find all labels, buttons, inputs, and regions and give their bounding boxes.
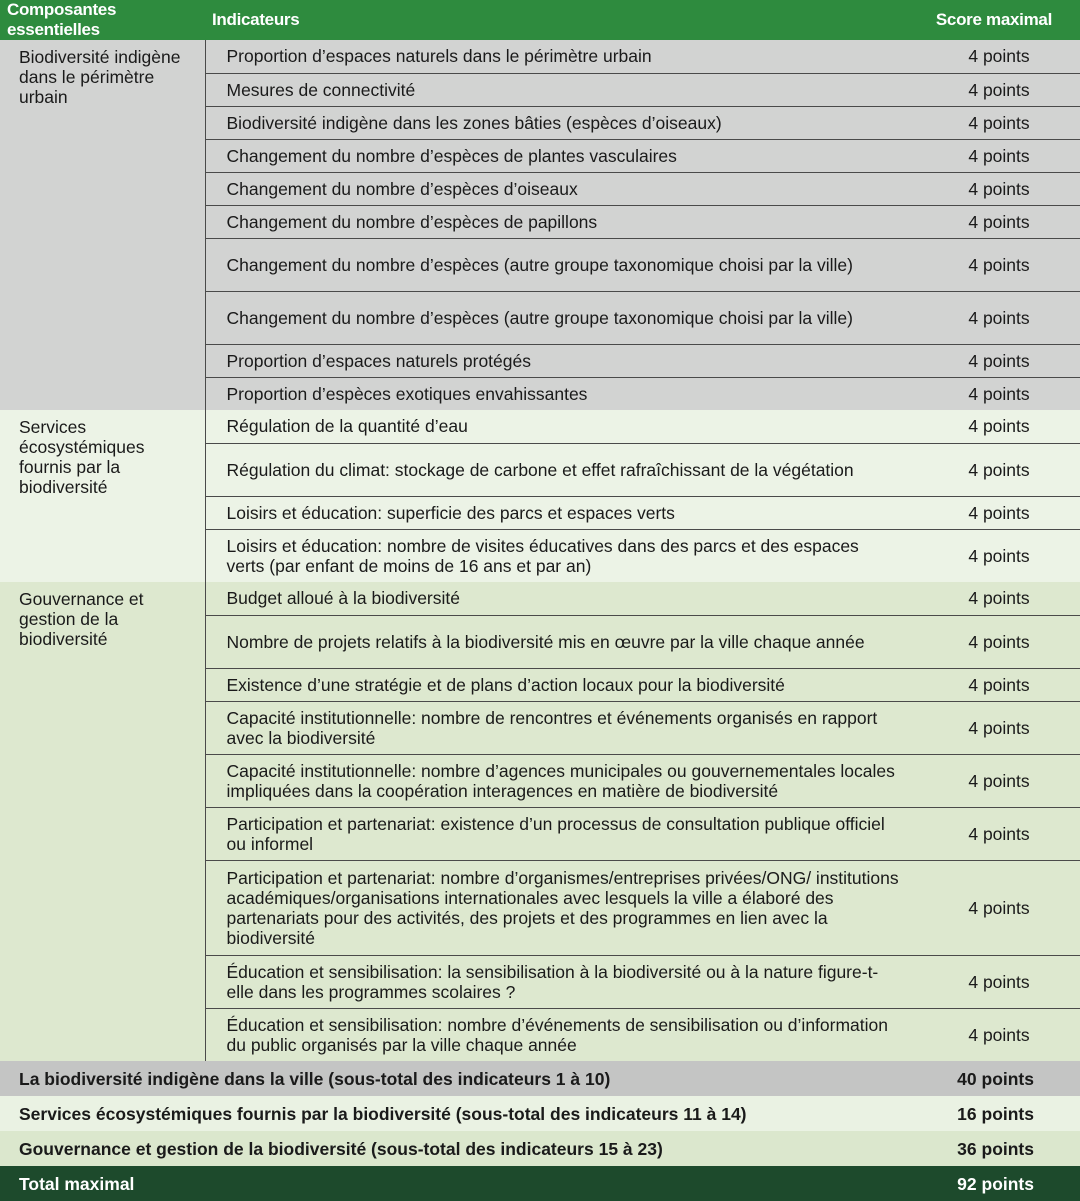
subtotal-value: 40 points	[908, 1061, 1080, 1096]
indicator-cell: Participation et partenariat: existence d’un processus de consultation publique officiel ou informel	[205, 807, 908, 860]
subtotal-value: 16 points	[908, 1096, 1080, 1131]
indicator-cell: Changement du nombre d’espèces de plantes vasculaires	[205, 139, 908, 172]
score-cell: 4 points	[908, 529, 1080, 582]
component-label: Biodiversité indigène dans le périmètre urbain	[0, 40, 205, 410]
subtotal-label: Gouvernance et gestion de la biodiversité (sous-total des indicateurs 15 à 23)	[0, 1131, 908, 1166]
indicator-cell: Proportion d’espaces naturels protégés	[205, 344, 908, 377]
score-cell: 4 points	[908, 73, 1080, 106]
score-cell: 4 points	[908, 807, 1080, 860]
indicator-cell: Loisirs et éducation: superficie des parcs et espaces verts	[205, 496, 908, 529]
score-cell: 4 points	[908, 205, 1080, 238]
score-cell: 4 points	[908, 582, 1080, 615]
score-cell: 4 points	[908, 106, 1080, 139]
indicator-cell: Changement du nombre d’espèces (autre groupe taxonomique choisi par la ville)	[205, 291, 908, 344]
indicator-cell: Régulation de la quantité d’eau	[205, 410, 908, 443]
total-label: Total maximal	[0, 1166, 908, 1201]
score-cell: 4 points	[908, 344, 1080, 377]
indicator-cell: Changement du nombre d’espèces de papillons	[205, 205, 908, 238]
indicator-cell: Loisirs et éducation: nombre de visites éducatives dans des parcs et des espaces verts (par enfant de moins de 16 ans et par an)	[205, 529, 908, 582]
component-label: Gouvernance et gestion de la biodiversité	[0, 582, 205, 1061]
score-cell: 4 points	[908, 238, 1080, 291]
table-row	[0, 40, 1080, 73]
score-cell: 4 points	[908, 615, 1080, 668]
indicator-cell: Changement du nombre d’espèces (autre groupe taxonomique choisi par la ville)	[205, 238, 908, 291]
indicator-cell: Budget alloué à la biodiversité	[205, 582, 908, 615]
table-body	[0, 40, 1080, 1201]
subtotal-row	[0, 1096, 1080, 1131]
score-cell: 4 points	[908, 139, 1080, 172]
score-cell: 4 points	[908, 701, 1080, 754]
indicator-cell: Éducation et sensibilisation: nombre d’événements de sensibilisation ou d’information du public organisés par la ville chaque année	[205, 1008, 908, 1061]
score-cell: 4 points	[908, 955, 1080, 1008]
indicator-cell: Existence d’une stratégie et de plans d’action locaux pour la biodiversité	[205, 668, 908, 701]
indicator-cell: Biodiversité indigène dans les zones bâties (espèces d’oiseaux)	[205, 106, 908, 139]
score-cell: 4 points	[908, 172, 1080, 205]
score-cell: 4 points	[908, 860, 1080, 955]
score-cell: 4 points	[908, 496, 1080, 529]
total-value: 92 points	[908, 1166, 1080, 1201]
indicator-cell: Nombre de projets relatifs à la biodiversité mis en œuvre par la ville chaque année	[205, 615, 908, 668]
indicator-cell: Capacité institutionnelle: nombre d’agences municipales ou gouvernementales locales impliquées dans la coopération interagences en matière de biodiversité	[205, 754, 908, 807]
score-cell: 4 points	[908, 1008, 1080, 1061]
subtotal-row	[0, 1131, 1080, 1166]
score-cell: 4 points	[908, 291, 1080, 344]
indicator-cell: Éducation et sensibilisation: la sensibilisation à la biodiversité ou à la nature figure-t-elle dans les programmes scolaires ?	[205, 955, 908, 1008]
indicator-cell: Proportion d’espèces exotiques envahissantes	[205, 377, 908, 410]
indicator-cell: Participation et partenariat: nombre d’organismes/entreprises privées/ONG/ institutions académiques/organisations internationales avec lesquels la ville a élaboré des partenariats pour des activités, des projets et des programmes en lien avec la biodiversité	[205, 860, 908, 955]
score-cell: 4 points	[908, 754, 1080, 807]
table-row	[0, 410, 1080, 443]
table-row	[0, 582, 1080, 615]
subtotal-label: Services écosystémiques fournis par la biodiversité (sous-total des indicateurs 11 à 14)	[0, 1096, 908, 1131]
header-indicators: Indicateurs	[205, 0, 908, 40]
indicator-cell: Mesures de connectivité	[205, 73, 908, 106]
subtotal-label: La biodiversité indigène dans la ville (sous-total des indicateurs 1 à 10)	[0, 1061, 908, 1096]
score-cell: 4 points	[908, 443, 1080, 496]
score-cell: 4 points	[908, 40, 1080, 73]
score-cell: 4 points	[908, 668, 1080, 701]
header-max-score: Score maximal	[908, 0, 1080, 40]
score-cell: 4 points	[908, 410, 1080, 443]
total-row	[0, 1166, 1080, 1201]
component-label: Services écosystémiques fournis par la biodiversité	[0, 410, 205, 582]
indicator-cell: Capacité institutionnelle: nombre de rencontres et événements organisés en rapport avec la biodiversité	[205, 701, 908, 754]
subtotal-value: 36 points	[908, 1131, 1080, 1166]
indicator-cell: Proportion d’espaces naturels dans le périmètre urbain	[205, 40, 908, 73]
subtotal-row	[0, 1061, 1080, 1096]
indicator-cell: Régulation du climat: stockage de carbone et effet rafraîchissant de la végétation	[205, 443, 908, 496]
indicator-cell: Changement du nombre d’espèces d’oiseaux	[205, 172, 908, 205]
header-components: Composantes essentielles	[0, 0, 205, 40]
score-cell: 4 points	[908, 377, 1080, 410]
header-row	[0, 0, 1080, 40]
